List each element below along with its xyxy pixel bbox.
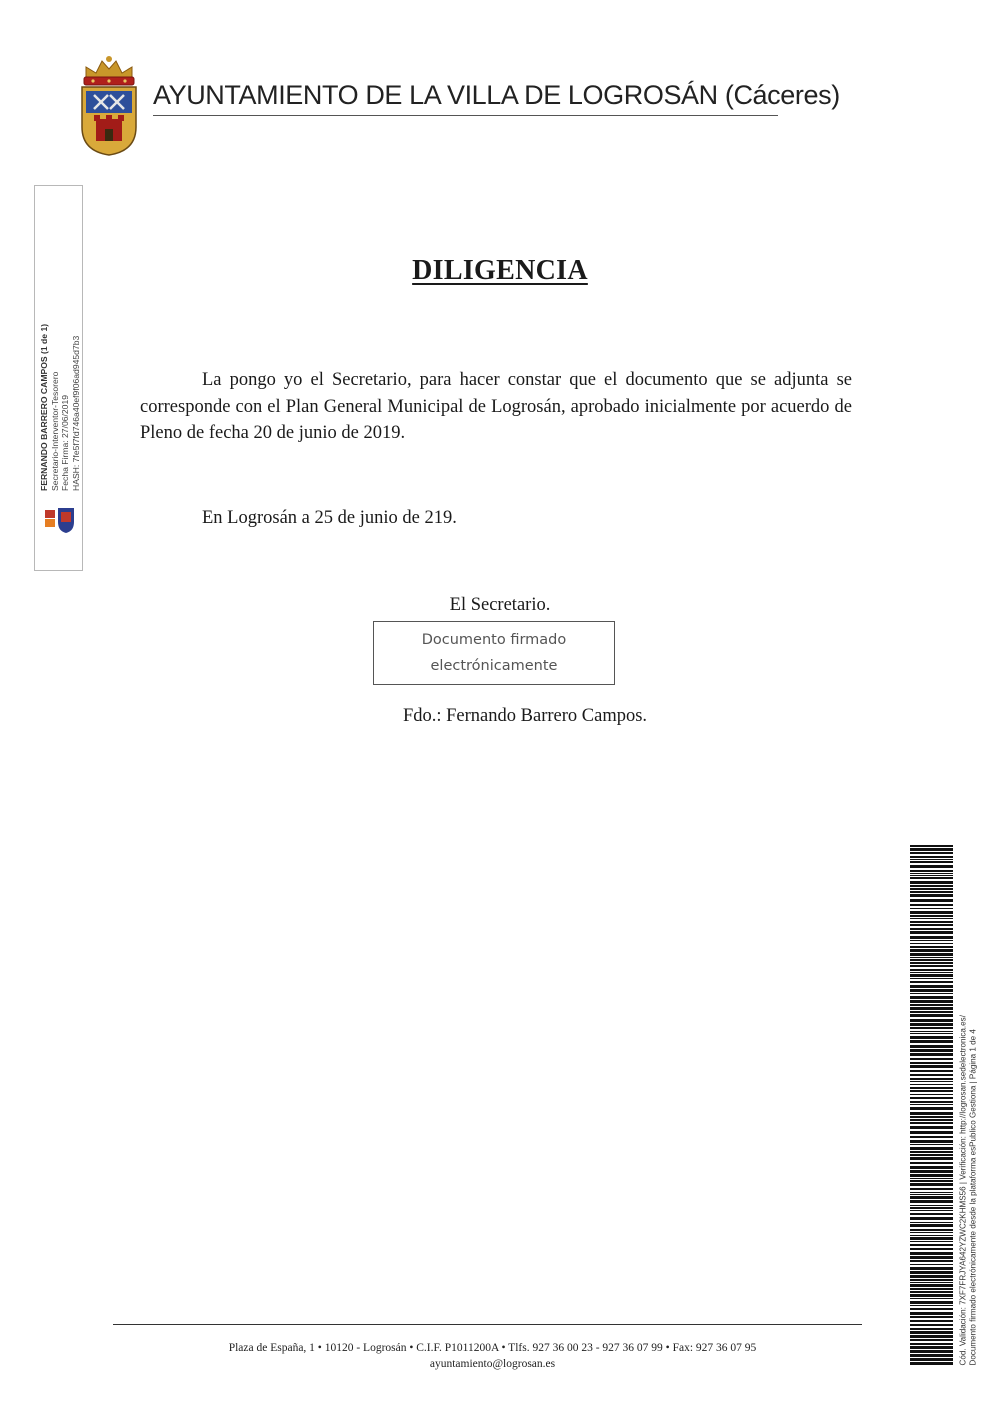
barcode-bar <box>910 1183 953 1186</box>
barcode-bar <box>910 936 953 939</box>
barcode-bar <box>910 1090 953 1092</box>
barcode-bar <box>910 1031 953 1032</box>
barcode-bar <box>910 885 953 887</box>
barcode-bar <box>910 1205 953 1206</box>
barcode-bar <box>910 1200 953 1203</box>
barcode-bar <box>910 1288 953 1290</box>
barcode-bar <box>910 1019 953 1022</box>
barcode-bar <box>910 1078 953 1080</box>
barcode-bar <box>910 993 953 994</box>
barcode-bar <box>910 1122 953 1124</box>
barcode-bar <box>910 1294 953 1297</box>
barcode-bar <box>910 904 953 906</box>
place-date: En Logrosán a 25 de junio de 219. <box>202 508 457 528</box>
barcode-bar <box>910 1324 953 1326</box>
barcode-bar <box>910 918 953 919</box>
barcode-bar <box>910 962 953 964</box>
barcode-bar <box>910 1279 953 1281</box>
barcode-bar <box>910 1252 953 1255</box>
barcode-bar <box>910 1112 953 1115</box>
barcode-bar <box>910 1192 953 1193</box>
barcode-bar <box>910 1140 953 1143</box>
barcode-bar <box>910 865 953 868</box>
barcode-bar <box>910 1058 953 1060</box>
barcode-bar <box>910 852 953 854</box>
barcode-bar <box>910 943 953 944</box>
barcode-bar <box>910 1011 953 1013</box>
barcode-bar <box>910 1284 953 1287</box>
barcode-bar <box>910 1196 953 1199</box>
barcode-bar <box>910 1271 953 1274</box>
barcode-bar <box>910 978 953 979</box>
barcode-bar <box>910 1000 953 1003</box>
barcode-bar <box>910 1070 953 1072</box>
barcode-bar <box>910 845 953 847</box>
verification-text <box>953 920 983 1365</box>
barcode-bar <box>910 974 953 977</box>
barcode-bar <box>910 1301 953 1304</box>
barcode-bar <box>910 1053 953 1056</box>
barcode-bar <box>910 1074 953 1076</box>
barcode-bar <box>910 1040 953 1043</box>
signature-date: Fecha Firma: 27/06/2019 <box>59 394 70 491</box>
barcode-bar <box>910 981 953 983</box>
secretary-label: El Secretario. <box>449 595 551 615</box>
barcode-bar <box>910 875 953 876</box>
barcode-bar <box>910 1260 953 1262</box>
barcode-bar <box>910 985 953 988</box>
barcode-bar <box>910 915 953 917</box>
barcode-bar <box>910 1328 953 1330</box>
barcode-bar <box>910 949 953 952</box>
esPublico-logo-icon <box>39 504 79 534</box>
barcode-bar <box>910 1232 953 1233</box>
barcode-bar <box>910 1154 953 1156</box>
footer-divider <box>113 1324 862 1325</box>
barcode-bar <box>910 1065 953 1068</box>
barcode-bar <box>910 1107 953 1110</box>
barcode-bar <box>910 1033 953 1034</box>
barcode-bar <box>910 940 953 941</box>
barcode-bar <box>910 1298 953 1299</box>
barcode-bar <box>910 1178 953 1179</box>
signature-strip <box>34 185 83 571</box>
barcode-bar <box>910 1087 953 1089</box>
barcode-bar <box>910 1170 953 1173</box>
signer-role: Secretario-Interventor-Tesorero <box>49 371 59 491</box>
signatory: Fdo.: Fernando Barrero Campos. <box>402 706 648 726</box>
barcode-bar <box>910 1308 953 1310</box>
barcode-bar <box>910 1126 953 1129</box>
barcode-bar <box>910 1045 953 1048</box>
verification-code: Cód. Validación: 7XF7FRJYA642YZWC2KHMS56 | Verificación: http://logrosan.sedelectronica.es/ <box>958 1014 968 1365</box>
barcode-bar <box>910 1007 953 1010</box>
barcode-bar <box>910 1131 953 1134</box>
barcode-bar <box>910 861 953 863</box>
barcode-bar <box>910 957 953 958</box>
coat-of-arms-icon <box>78 55 140 157</box>
barcode-bar <box>910 1116 953 1118</box>
barcode-bar <box>910 1224 953 1227</box>
signed-box-line2: electrónicamente <box>430 658 558 674</box>
barcode-bar <box>910 1320 953 1322</box>
barcode-bar <box>910 1210 953 1211</box>
barcode-bar <box>910 1241 953 1242</box>
barcode-bar <box>910 1162 953 1164</box>
barcode-bar <box>910 931 953 934</box>
barcode-bar <box>910 1166 953 1169</box>
barcode-bar <box>910 1267 953 1270</box>
signed-box-line1: Documento firmado <box>421 632 567 648</box>
barcode-bar <box>910 1207 953 1209</box>
barcode-bar <box>910 1049 953 1052</box>
barcode-bar <box>910 1014 953 1017</box>
barcode-bar <box>910 1084 953 1085</box>
barcode-bar <box>910 848 953 851</box>
barcode-bar <box>910 1023 953 1026</box>
barcode-bar <box>910 1081 953 1082</box>
barcode-bar <box>910 965 953 967</box>
barcode-bar <box>910 1244 953 1246</box>
barcode-bar <box>910 1235 953 1236</box>
barcode-bar <box>910 1062 953 1064</box>
body-paragraph: La pongo yo el Secretario, para hacer constar que el documento que se adjunta se corresponde con el Plan General Municipal de Logrosán, aprobado inicialmente por acuerdo de Pleno de fecha 20 de junio de 2019. <box>140 370 852 443</box>
barcode-bar <box>910 1119 953 1121</box>
barcode-bar <box>910 894 953 897</box>
footer-email: ayuntamiento@logrosan.es <box>429 1358 556 1370</box>
barcode-bar <box>910 1331 953 1334</box>
footer <box>0 1340 985 1372</box>
barcode-bar <box>910 1282 953 1283</box>
barcode-bar <box>910 1036 953 1039</box>
barcode-bar <box>910 1275 953 1278</box>
barcode-bar <box>910 1229 953 1231</box>
barcode-bar <box>910 1213 953 1215</box>
barcode-bar <box>910 881 953 884</box>
barcode-bar <box>910 946 953 948</box>
barcode-bar <box>910 1104 953 1105</box>
barcode-bar <box>910 1136 953 1138</box>
barcode-bar <box>910 1180 953 1182</box>
barcode-bar <box>910 972 953 973</box>
barcode-bar <box>910 953 953 956</box>
barcode-bar <box>910 873 953 874</box>
barcode-bar <box>910 1144 953 1145</box>
barcode-bar <box>910 1101 953 1103</box>
barcode-bar <box>910 1237 953 1240</box>
barcode-bar <box>910 1004 953 1006</box>
barcode-bar <box>910 891 953 893</box>
barcode-bar <box>910 1291 953 1293</box>
barcode-bar <box>910 899 953 902</box>
page-title: AYUNTAMIENTO DE LA VILLA DE LOGROSÁN (Cáceres) <box>153 80 778 116</box>
document-title: DILIGENCIA <box>412 255 588 286</box>
barcode-bar <box>910 1312 953 1315</box>
barcode-bar <box>910 928 953 930</box>
barcode-bar <box>910 959 953 961</box>
barcode-bar <box>910 1094 953 1095</box>
barcode-bar <box>910 969 953 971</box>
barcode-bar <box>910 1316 953 1318</box>
barcode-bar <box>910 1248 953 1250</box>
barcode-bar <box>910 1188 953 1190</box>
barcode-bar <box>910 1174 953 1177</box>
barcode-bar <box>910 877 953 879</box>
barcode-bar <box>910 888 953 890</box>
verification-platform: Documento firmado electrónicamente desde la plataforma esPublico Gestiona | Página 1 de 4 <box>968 1028 977 1365</box>
signer-name: FERNANDO BARRERO CAMPOS (1 de 1) <box>38 323 49 491</box>
barcode-bar <box>910 1256 953 1259</box>
barcode-bar <box>910 1151 953 1153</box>
barcode-bar <box>910 859 953 860</box>
barcode-icon <box>910 845 953 1365</box>
barcode-bar <box>910 911 953 914</box>
barcode-bar <box>910 1027 953 1029</box>
barcode-bar <box>910 1097 953 1099</box>
barcode-bar <box>910 1147 953 1150</box>
barcode-bar <box>910 924 953 926</box>
barcode-bar <box>910 1194 953 1195</box>
barcode-bar <box>910 989 953 992</box>
barcode-bar <box>910 1305 953 1306</box>
barcode-bar <box>910 1217 953 1220</box>
footer-address: Plaza de España, 1 • 10120 - Logrosán • C.I.F. P1011200A • Tlfs. 927 36 00 23 - 927 36 07 99 • Fax: 927 36 07 95 <box>228 1342 757 1354</box>
barcode-bar <box>910 870 953 872</box>
barcode-bar <box>910 856 953 858</box>
barcode-bar <box>910 1157 953 1160</box>
barcode-bar <box>910 1335 953 1338</box>
barcode-bar <box>910 1264 953 1265</box>
barcode-bar <box>910 921 953 923</box>
signature-hash: HASH: 7fe5f7fd746a40ef9f06ad945d7b3 <box>70 335 80 491</box>
barcode-bar <box>910 1222 953 1223</box>
barcode-bar <box>910 908 953 909</box>
electronic-signature-box <box>373 621 615 685</box>
barcode-bar <box>910 996 953 999</box>
